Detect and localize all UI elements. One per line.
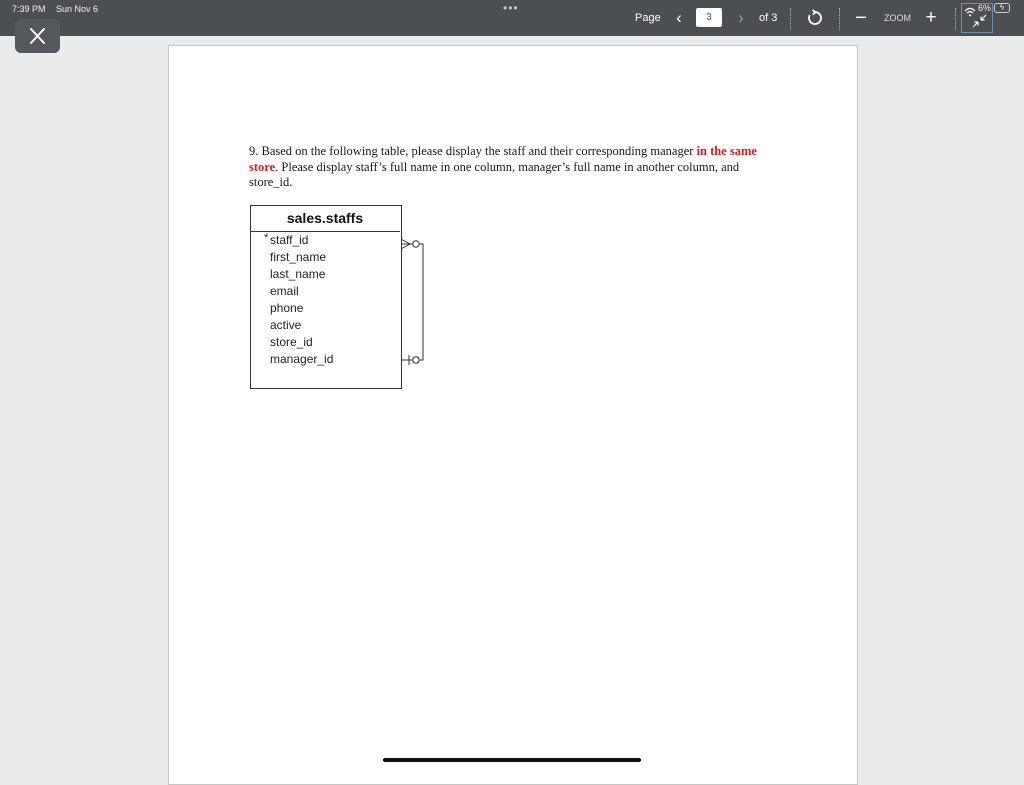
home-indicator[interactable]: [383, 758, 641, 762]
erd-column: first_name: [270, 250, 327, 264]
status-time: 7:39 PM: [12, 4, 46, 14]
toolbar-divider: [955, 8, 956, 30]
erd-column: manager_id: [270, 352, 334, 366]
erd-column: active: [270, 318, 302, 332]
zoom-in-button[interactable]: +: [925, 7, 937, 28]
page-count-label: of 3: [759, 12, 778, 24]
erd-column: store_id: [270, 335, 313, 349]
erd-table-name: sales.staffs: [286, 210, 364, 226]
multitasking-dots-icon[interactable]: •••: [503, 1, 519, 15]
question-suffix: . Please display staff’s full name in one column, manager’s full name in another column, and store_id.: [249, 159, 740, 189]
page-number-input[interactable]: [696, 8, 722, 27]
rotate-icon[interactable]: [805, 8, 825, 28]
page-label: Page: [635, 12, 661, 24]
previous-page-button[interactable]: ‹: [676, 8, 682, 27]
battery-charging-icon: ϟ: [994, 3, 1010, 13]
erd-column: phone: [270, 301, 304, 315]
close-button[interactable]: [15, 19, 60, 53]
zoom-out-button[interactable]: −: [855, 7, 867, 29]
self-relationship-line: [401, 234, 431, 369]
battery-percentage: 6%: [978, 3, 992, 13]
next-page-button[interactable]: ›: [738, 8, 744, 27]
question-prefix: 9. Based on the following table, please display the staff and their corresponding manager: [249, 144, 697, 158]
pdf-toolbar: [0, 0, 1024, 36]
erd-column: email: [270, 284, 299, 298]
close-icon: [15, 19, 60, 53]
zoom-label: ZOOM: [884, 13, 911, 23]
toolbar-divider: [839, 8, 840, 30]
primary-key-marker: *: [264, 232, 269, 244]
erd-column: last_name: [270, 267, 326, 281]
erd-column: staff_id: [270, 233, 309, 247]
wifi-icon: [964, 4, 976, 22]
status-date: Sun Nov 6: [56, 4, 99, 14]
erd-divider: [250, 231, 400, 232]
toolbar-divider: [790, 8, 791, 30]
question-highlight: in the same store: [249, 144, 757, 174]
question-text: [249, 144, 779, 191]
